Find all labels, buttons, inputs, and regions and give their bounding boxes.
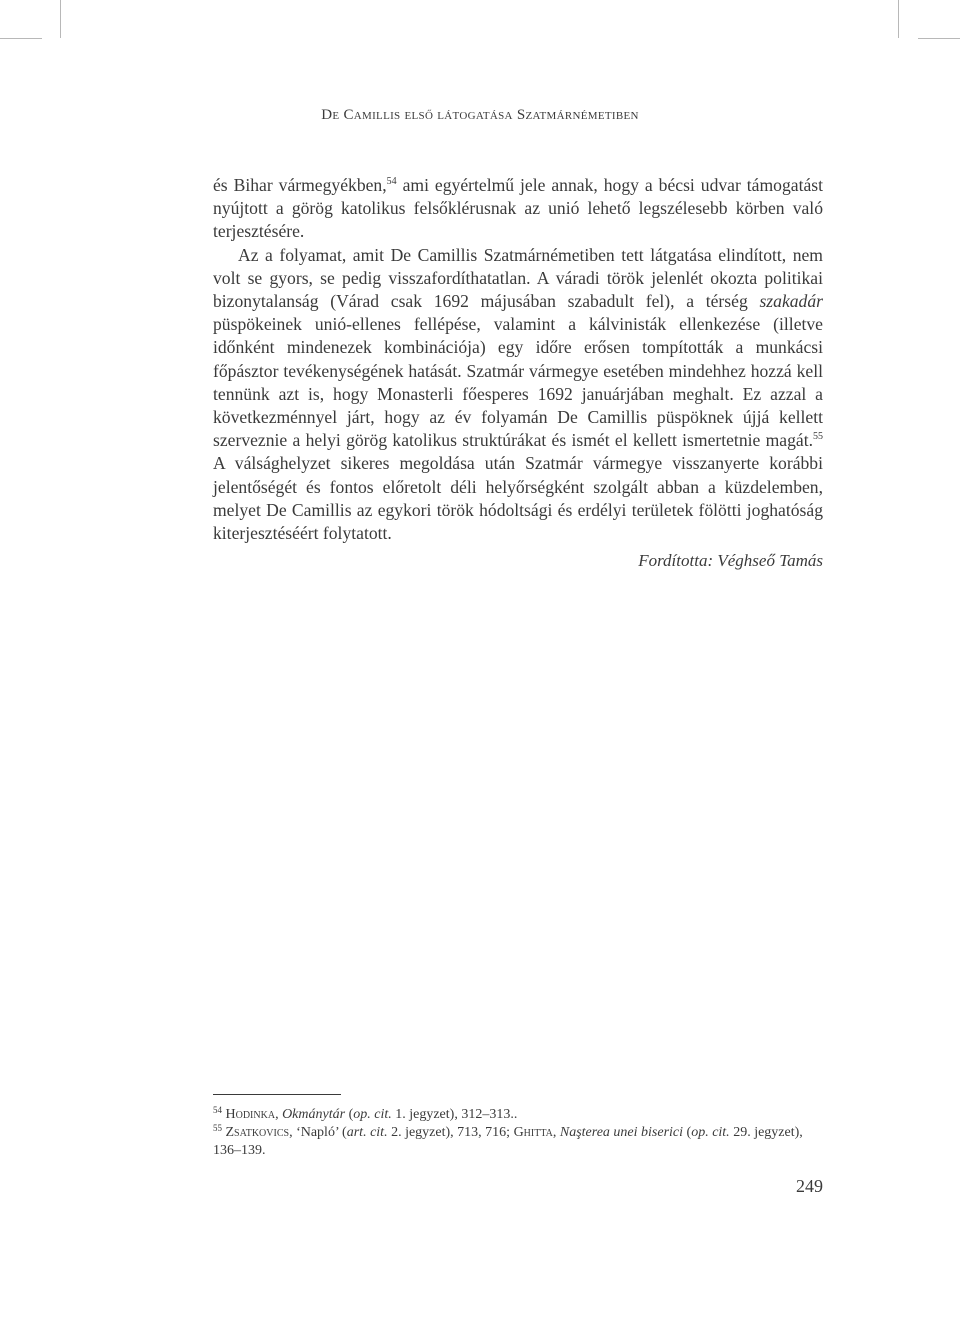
- page-number: 249: [796, 1176, 823, 1196]
- paragraph: Az a folyamat, amit De Camillis Szatmárnémetiben tett látgatása elindított, nem volt se gyors, se pedig visszafordíthatatlan. A váradi török jelenlét okozta politikai bizonytalanság (Várad csak 1692 májusában szabadult fel), a térség szakadár püspökeinek unió-ellenes fellépése, valamint a kálvinisták ellenkezése (illetve időnként mindenezek kombinációja) egy időre erősen tompították a munkácsi főpásztor tevékenységének hatását. Szatmár vármegye esetében mindehhez hozzá kell tennünk azt is, hogy Monasterli főesperes 1692 januárjában meghalt. Ez azzal a következménnyel járt, hogy az év folyamán De Camillis püspöknek újjá kellett szerveznie a helyi görög katolikus struktúrákat és ismét el kellett ismertetnie magát.$^{55}$ A válsághelyzet sikeres megoldása után Szatmár vármegye visszanyerte korábbi jelentőségét és fontos előretolt déli helyőrségként szolgált abban a küzdelemben, melyet De Camillis az egykori török hódoltsági és erdélyi területek fölötti joghatóság kiterjesztéséért folytatott.: [213, 244, 823, 544]
- footnote-divider: [213, 1094, 341, 1095]
- paragraph: és Bihar vármegyékben,$^{54}$ ami egyértelmű jele annak, hogy a bécsi udvar támogatást nyújtott a görög katolikus felsőklérusnak az unió lehető legszélesebb körben való terjesztésére.: [213, 175, 824, 242]
- crop-mark: [898, 0, 899, 38]
- crop-mark: [918, 38, 960, 39]
- crop-mark: [60, 0, 61, 38]
- footnotes: [213, 1106, 823, 1160]
- footnote-ref[interactable]: 54: [386, 176, 397, 187]
- translator-credit: Fordította: Véghseő Tamás: [638, 551, 823, 571]
- crop-mark: [0, 38, 42, 39]
- footnote-ref[interactable]: 55: [813, 431, 823, 443]
- footnote: $^{55}$ Zsatkovics, ‘Napló’ (art. cit. 2. jegyzet), 713, 716; Ghitta, Naşterea unei biserici (op. cit. 29. jegyzet), 136–139.: [213, 1123, 803, 1158]
- footnote: $^{54}$ Hodinka, Okmánytár (op. cit. 1. jegyzet), 312–313..: [213, 1105, 518, 1122]
- body-text: [213, 174, 823, 572]
- running-head: De Camillis első látogatása Szatmárnémetiben: [321, 107, 639, 123]
